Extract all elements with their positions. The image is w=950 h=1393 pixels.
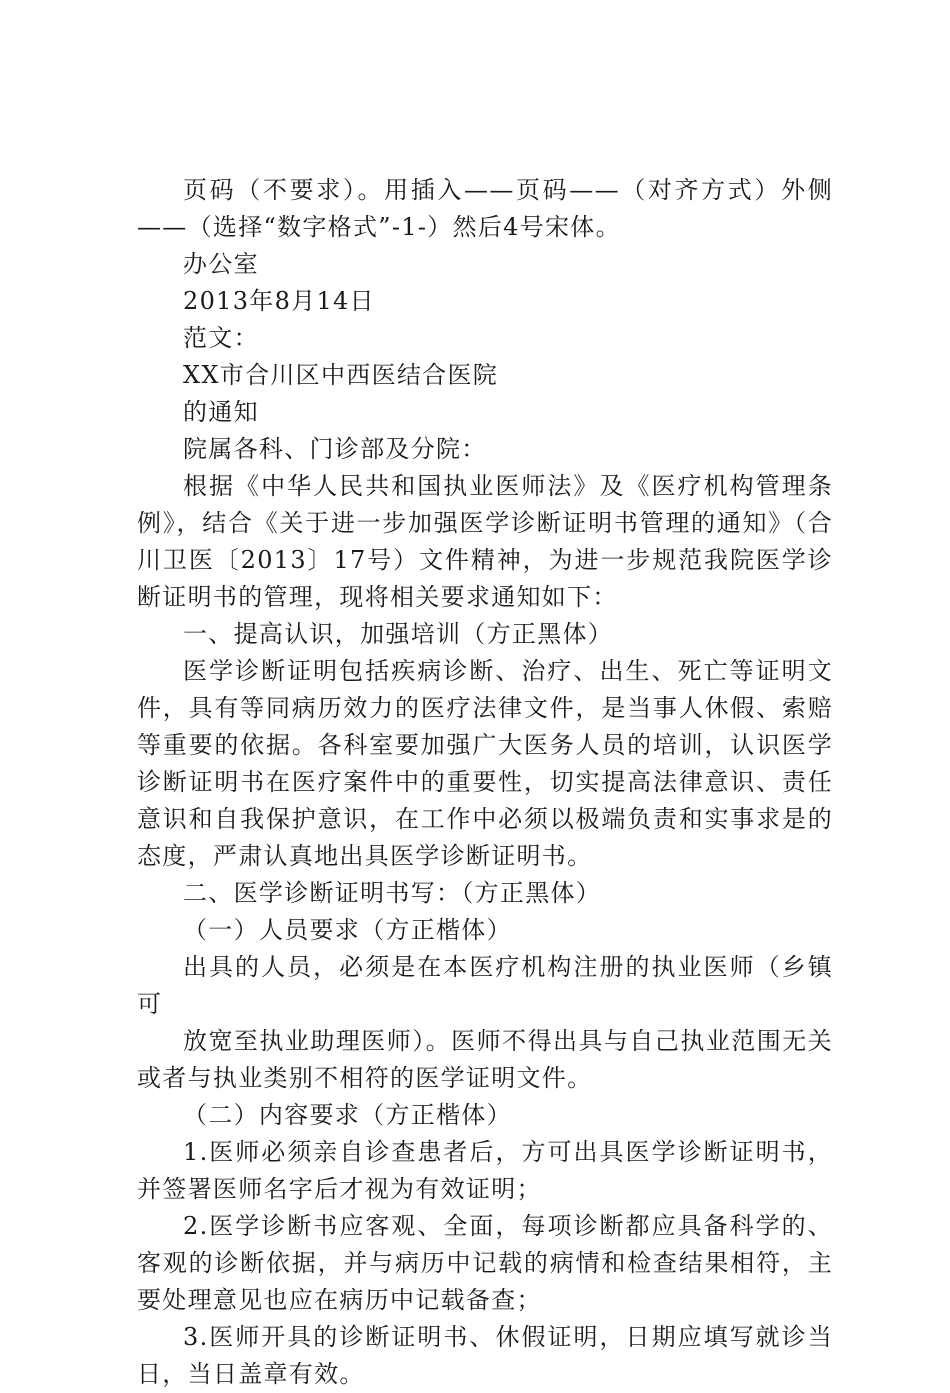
personnel-paragraph-part-1: 出具的人员，必须是在本医疗机构注册的执业医师（乡镇可 bbox=[137, 953, 833, 1018]
sample-label: 范文： bbox=[183, 324, 259, 352]
subsection-heading-content: （二）内容要求（方正楷体） bbox=[183, 1101, 512, 1129]
section-1-paragraph: 医学诊断证明包括疾病诊断、治疗、出生、死亡等证明文件，具有等同病历效力的医疗法律文件，是当事人休假、索赔等重要的依据。各科室要加强广大医务人员的培训，认识医学诊断证明书在医疗案件中的重要性，切实提高法律意识、责任意识和自我保护意识，在工作中必须以极端负责和实事求是的态度，严肃认真地出具医学诊断证明书。 bbox=[137, 657, 833, 870]
content-requirement-2: 2.医学诊断书应客观、全面，每项诊断都应具备科学的、客观的诊断依据，并与病历中记载的病情和检查结果相符，主要处理意见也应在病历中记载备查； bbox=[137, 1212, 833, 1314]
section-heading-2: 二、医学诊断证明书写：（方正黑体） bbox=[183, 879, 602, 907]
content-requirement-3: 3.医师开具的诊断证明书、休假证明，日期应填写就诊当日，当日盖章有效。 bbox=[137, 1323, 833, 1388]
issue-date: 2013年8月14日 bbox=[183, 287, 375, 315]
intro-paragraph: 根据《中华人民共和国执业医师法》及《医疗机构管理条例》，结合《关于进一步加强医学诊断证明书管理的通知》（合川卫医〔2013〕17号）文件精神，为进一步规范我院医学诊断证明书的管理，现将相关要求通知如下： bbox=[137, 472, 833, 611]
notice-title: 的通知 bbox=[183, 398, 259, 426]
personnel-paragraph-part-2: 放宽至执业助理医师）。医师不得出具与自己执业范围无关或者与执业类别不相符的医学证明文件。 bbox=[137, 1027, 833, 1092]
addressee: 院属各科、门诊部及分院： bbox=[183, 435, 487, 463]
section-heading-1: 一、提高认识，加强培训（方正黑体） bbox=[183, 620, 614, 648]
issuer-office: 办公室 bbox=[183, 250, 259, 278]
hospital-name: XX市合川区中西医结合医院 bbox=[183, 361, 499, 389]
document-body bbox=[137, 172, 833, 1393]
subsection-heading-personnel: （一）人员要求（方正楷体） bbox=[183, 916, 512, 944]
page-number-instruction: 页码（不要求）。用插入——页码——（对齐方式）外侧——（选择“数字格式”-1-）然后4号宋体。 bbox=[137, 176, 833, 241]
content-requirement-1: 1.医师必须亲自诊查患者后，方可出具医学诊断证明书，并签署医师名字后才视为有效证明； bbox=[137, 1138, 833, 1203]
